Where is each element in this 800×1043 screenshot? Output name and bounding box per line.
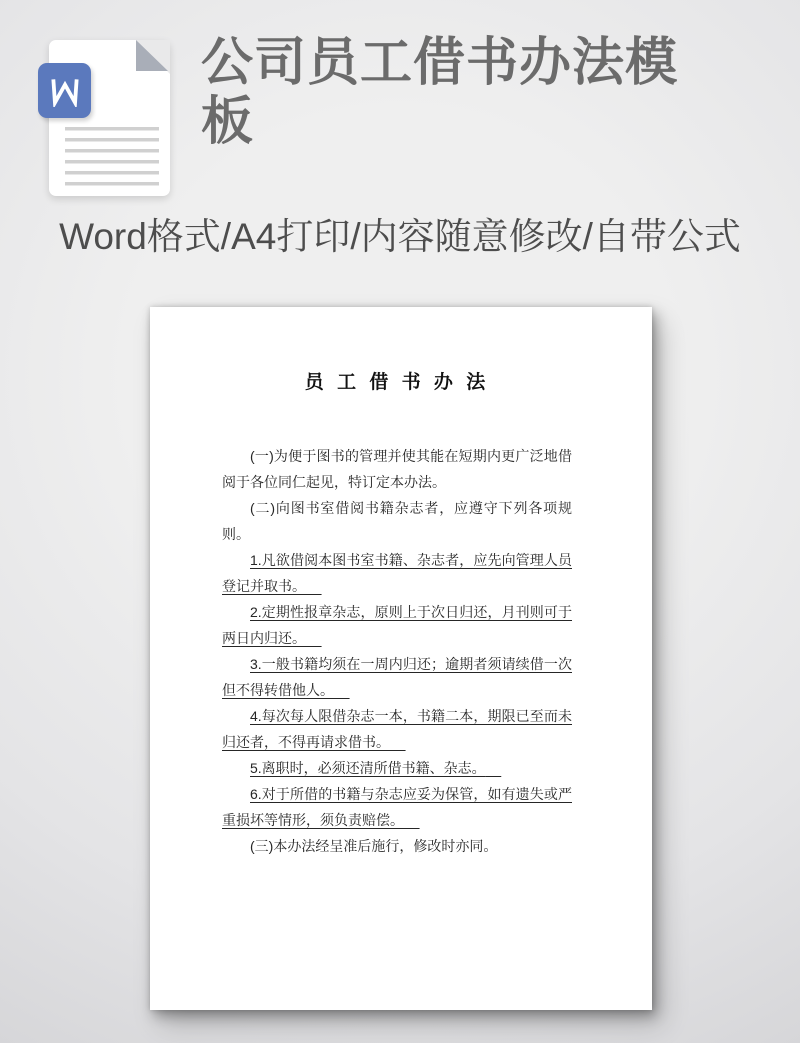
document-title: 员 工 借 书 办 法 bbox=[304, 372, 490, 393]
page-fold-icon bbox=[136, 40, 168, 71]
document-paragraph-underlined: 6.对于所借的书籍与杂志应妥为保管，如有遗失或严重损坏等情形，须负责赔偿。 bbox=[222, 786, 572, 828]
document-paragraph: (二)向图书室借阅书籍杂志者，应遵守下列各项规则。 bbox=[222, 500, 572, 542]
document-paragraph-underlined: 5.离职时，必须还清所借书籍、杂志。 bbox=[250, 760, 486, 776]
document-paragraph: (三)本办法经呈准后施行，修改时亦同。 bbox=[250, 838, 498, 854]
document-paragraph-underlined: 4.每次每人限借杂志一本，书籍二本，期限已至而未归还者，不得再请求借书。 bbox=[222, 708, 572, 750]
word-file-icon bbox=[47, 40, 171, 197]
w-letter-icon bbox=[47, 75, 83, 107]
document-paragraph-underlined: 2.定期性报章杂志，原则上于次日归还，月刊则可于两日内归还。 bbox=[222, 604, 572, 646]
word-logo-badge bbox=[38, 63, 91, 118]
document-paragraph-underlined: 3.一般书籍均须在一周内归还；逾期者须请续借一次但不得转借他人。 bbox=[222, 656, 572, 698]
template-features-subtitle: Word格式/A4打印/内容随意修改/自带公式 bbox=[59, 216, 741, 257]
document-body bbox=[222, 443, 572, 859]
template-title: 公司员工借书办法模板 bbox=[201, 34, 679, 151]
document-paragraph-underlined: 1.凡欲借阅本图书室书籍、杂志者，应先向管理人员登记并取书。 bbox=[222, 552, 572, 594]
document-text-lines-icon bbox=[65, 127, 159, 189]
document-paragraph: (一)为便于图书的管理并使其能在短期内更广泛地借阅于各位同仁起见，特订定本办法。 bbox=[222, 448, 572, 490]
document-preview bbox=[150, 307, 652, 1010]
